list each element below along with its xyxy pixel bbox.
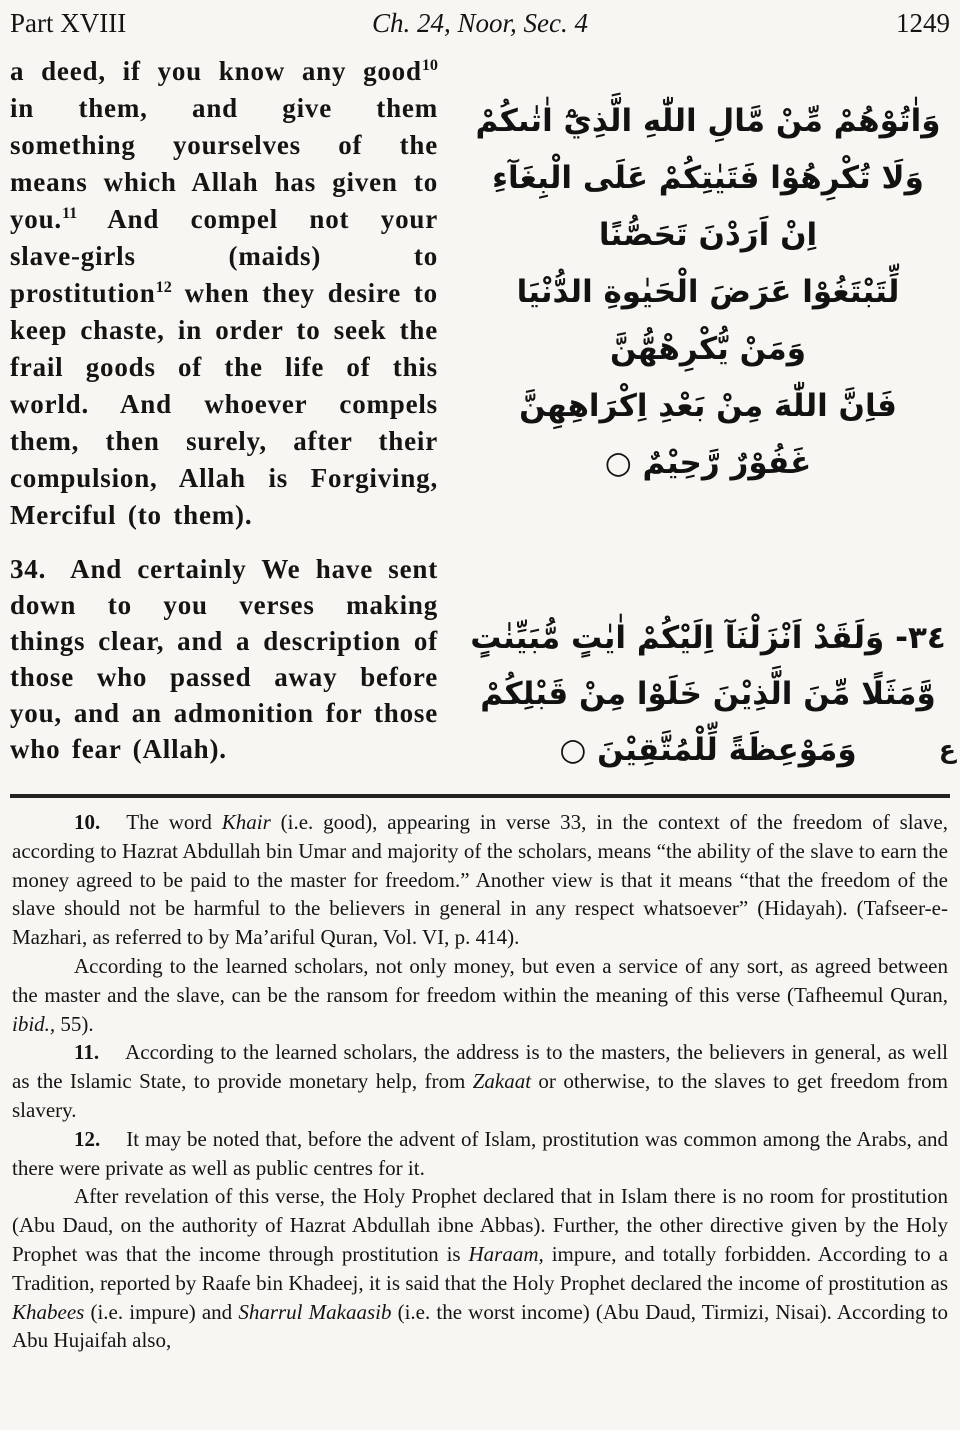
text-run: According to the learned scholars, the address is to the masters, the believers in general, as well as the Islamic State, to provide monetary help, from xyxy=(12,1040,948,1094)
text-run: in them, and give them something yourselves of the means which Allah has given to you. xyxy=(10,93,438,234)
verse-33-arabic xyxy=(466,93,950,492)
text-run: (i.e. good), appearing in verse 33, in the context of the freedom of slave, according to Hazrat Abdullah bin Umar and majority of the scholars, means “the ability of the slave to earn the money agreed to be paid to the master for freedom.” Another view is that it means “that the freedom of the slave should not be harmful to the believers in general in any respect whatsoever” (Hidayah). (Tafseer-e-Mazhari, as referred to by Ma’ariful Quran, Vol. VI, p. 414). xyxy=(12,810,948,950)
arabic-line: وَمَنْ يُّكْرِهْهُّنَّ xyxy=(610,331,806,367)
text-run: or otherwise, to the slaves to get freedom from slavery. xyxy=(12,1069,948,1122)
text-run: According to the learned scholars, not only money, but even a service of any sort, as agreed between the master and the slave, can be the ransom for freedom within the meaning of this verse (Tafheemul Quran, xyxy=(12,953,948,1007)
footnote-number: 11. xyxy=(74,1040,100,1065)
text-run: impure, and totally forbidden. According to a Tradition, reported by Raafe bin Khadeej, it is said that the Holy Prophet declared the income of prostitution as xyxy=(12,1241,948,1295)
ruku-marker: ع xyxy=(938,735,956,764)
verse-33-translation xyxy=(10,53,438,534)
verse-34-translation xyxy=(10,551,438,767)
part-label: Part XVIII xyxy=(10,8,127,38)
text-run: a deed, if you know any good xyxy=(10,56,422,86)
text-run: ibid., xyxy=(12,1011,56,1036)
arabic-line: وَمَوْعِظَةً لِّلْمُتَّقِيْنَ ○ xyxy=(559,732,857,768)
arabic-line: وَلَا تُكْرِهُوْا فَتَيٰتِكُمْ عَلَى الْبِغَآءِ xyxy=(492,160,924,196)
arabic-line: اِنْ اَرَدْنَ تَحَصُّنًا xyxy=(598,217,818,253)
footnote-reference: 12 xyxy=(155,278,172,296)
footnote-paragraph xyxy=(12,808,948,952)
text-run: (i.e. the worst income) (Abu Daud, Tirmizi, Nisai). According to Abu Hujaifah also, xyxy=(12,1299,948,1353)
arabic-line: وَّمَثَلًا مِّنَ الَّذِيْنَ خَلَوْا مِنْ قَبْلِكُمْ xyxy=(480,676,936,712)
arabic-line: لِّتَبْتَغُوْا عَرَضَ الْحَيٰوةِ الدُّنْيَا xyxy=(516,274,900,310)
page-number: 1249 xyxy=(895,8,950,38)
footnote-paragraph xyxy=(12,1038,948,1124)
arabic-line: فَاِنَّ اللّٰهَ مِنْ بَعْدِ اِكْرَاهِهِنَّ xyxy=(519,388,897,424)
text-run: Zakaat xyxy=(472,1069,532,1094)
text-run: Khabees xyxy=(12,1299,85,1324)
text-run: 55). xyxy=(55,1011,94,1036)
scripture-section xyxy=(10,53,950,778)
text-run: (i.e. impure) and xyxy=(84,1299,239,1324)
text-run: 34. xyxy=(10,554,47,584)
verse-34-arabic xyxy=(466,610,950,778)
footnote-reference: 10 xyxy=(421,56,438,74)
page-header xyxy=(10,8,950,39)
arabic-line: غَفُوْرٌ رَّحِيْمٌ ○ xyxy=(604,445,812,481)
text-run: And compel not your slave-girls (maids) to prostitution xyxy=(10,204,438,308)
arabic-line: وَاٰتُوْهُمْ مِّنْ مَّالِ اللّٰهِ الَّذِيْٓ اٰتٰىكُمْ xyxy=(475,103,941,139)
text-run: The word xyxy=(126,810,222,834)
text-run: Khair xyxy=(221,810,271,834)
text-run: when they desire to keep chaste, in order to seek the frail goods of the life of this world. And whoever compels them, then surely, after their compulsion, Allah is Forgiving, Merciful (to them). xyxy=(10,278,438,530)
translation-column xyxy=(10,53,438,778)
footnote-reference: 11 xyxy=(61,204,78,222)
arabic-column xyxy=(466,53,950,778)
footnote-separator xyxy=(10,794,950,798)
chapter-heading: Ch. 24, Noor, Sec. 4 xyxy=(371,8,588,38)
text-run: And certainly We have sent down to you verses making things clear, and a description of those who passed away before you, and an admonition for those who fear (Allah). xyxy=(10,554,438,764)
footnote-paragraph xyxy=(12,952,948,1038)
text-run: Sharrul Makaasib xyxy=(238,1299,392,1324)
text-run: After revelation of this verse, the Holy Prophet declared that in Islam there is no room for prostitution (Abu Daud, on the authority of Hazrat Abdullah ibne Abbas). Further, the other directive given by the Holy Prophet was that the income through prostitution is xyxy=(12,1184,948,1266)
footnote-paragraph xyxy=(12,1125,948,1183)
text-run: It may be noted that, before the advent of Islam, prostitution was common among the Arabs, and there were private as well as public centres for it. xyxy=(12,1126,948,1180)
text-run: Haraam, xyxy=(468,1241,544,1266)
footnote-number: 10. xyxy=(74,810,101,834)
footnotes-section xyxy=(12,808,948,1355)
arabic-line: ٣٤- وَلَقَدْ اَنْزَلْنَآ اِلَيْكُمْ اٰيٰتٍ مُّبَيِّنٰتٍ xyxy=(470,620,946,656)
footnote-number: 12. xyxy=(74,1126,101,1151)
footnote-paragraph xyxy=(12,1182,948,1355)
